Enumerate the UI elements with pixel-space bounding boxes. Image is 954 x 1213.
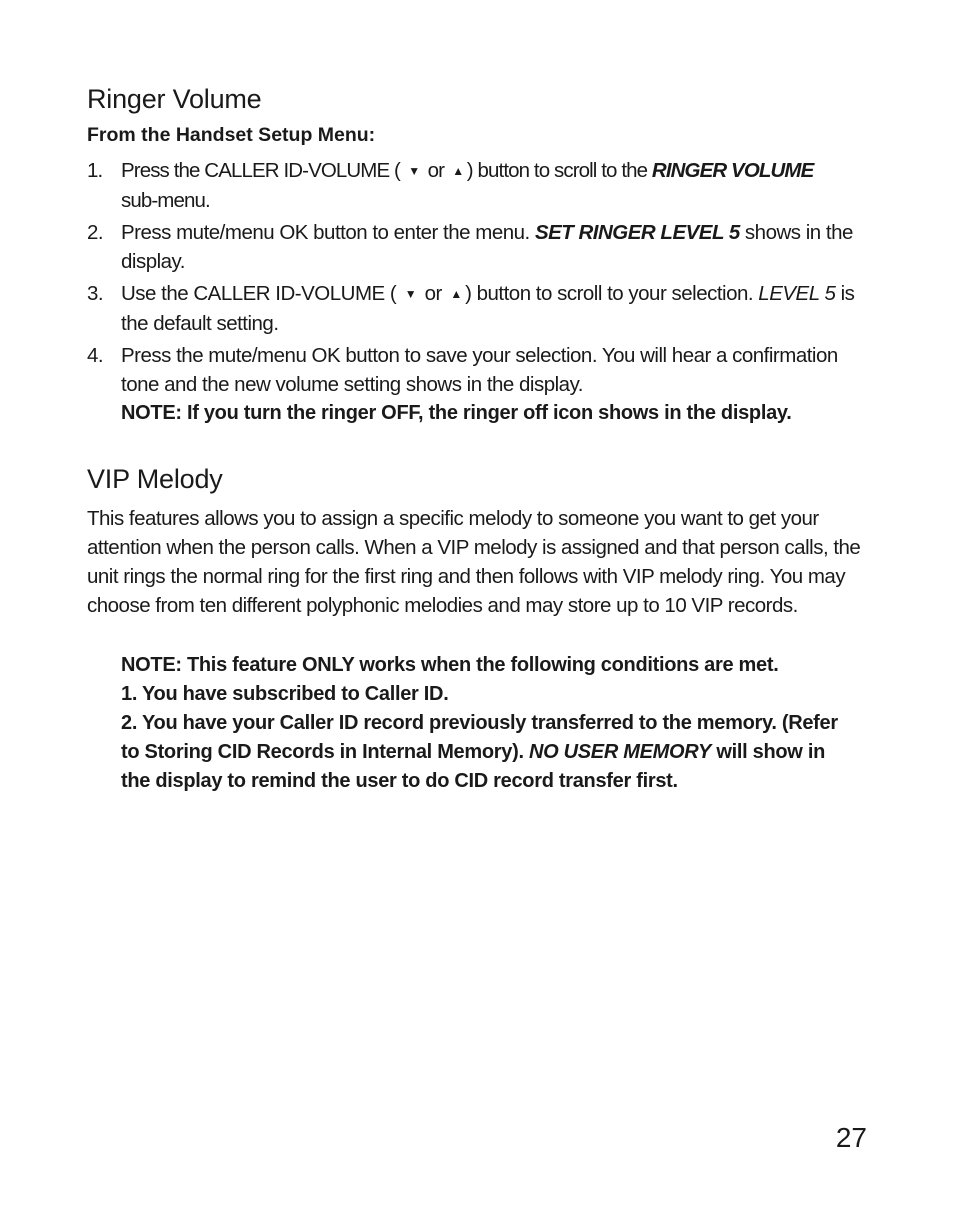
step-text: Press the CALLER ID-VOLUME ( xyxy=(121,159,400,182)
no-user-memory-text: NO USER MEMORY xyxy=(528,741,712,763)
ringer-volume-menu-name: RINGER VOLUME xyxy=(651,159,814,182)
handset-setup-subheading: From the Handset Setup Menu: xyxy=(87,124,376,146)
or-text: or xyxy=(427,159,444,182)
vip-melody-heading: VIP Melody xyxy=(87,464,223,494)
step-number: 2. xyxy=(87,221,104,244)
ringer-volume-heading: Ringer Volume xyxy=(87,84,262,114)
set-ringer-level-display-text: SET RINGER LEVEL 5 xyxy=(534,221,740,244)
condition-1: 1. You have subscribed to Caller ID. xyxy=(121,683,449,705)
ringer-volume-steps xyxy=(87,156,877,402)
or-text: or xyxy=(424,282,442,305)
condition-2-text: 2. You have your Caller ID record previously transferred to the memory. (Refer to Storing CID Records in Internal Memory). xyxy=(121,712,838,763)
arrow-down-icon: ▼ xyxy=(408,164,420,178)
condition-2-text: will show in the display to remind the user to do CID record transfer first. xyxy=(121,741,825,792)
list-item-step-4 xyxy=(87,341,877,399)
level-5-text: LEVEL 5 xyxy=(758,282,836,305)
vip-melody-paragraph: This features allows you to assign a specific melody to someone you want to get your attention when the person calls. When a VIP melody is assigned and that person calls, the unit rings the normal ring for the first ring and then follows with VIP melody ring. You may choose from ten different polyphonic melodies and may store up to 10 VIP records. xyxy=(87,507,861,617)
step-text: Press the mute/menu OK button to save your selection. You will hear a confirmation tone and the new volume setting shows in the display. xyxy=(121,344,838,396)
step-number: 1. xyxy=(87,159,103,182)
condition-2 xyxy=(121,709,851,796)
arrow-up-icon: ▲ xyxy=(450,287,462,301)
step-number: 3. xyxy=(87,282,104,305)
list-item-step-3 xyxy=(87,279,877,338)
step-text: Use the CALLER ID-VOLUME ( xyxy=(121,282,397,305)
list-item-step-2 xyxy=(87,218,877,276)
step-text: ) button to scroll to your selection. xyxy=(465,282,754,305)
step-number: 4. xyxy=(87,344,104,367)
page-number: 27 xyxy=(835,1122,867,1153)
step-text: is the default setting. xyxy=(121,282,855,335)
step-text: shows in the display. xyxy=(121,221,853,273)
step-text: Press mute/menu OK button to enter the menu. xyxy=(121,221,530,244)
ringer-off-note: NOTE: If you turn the ringer OFF, the ringer off icon shows in the display. xyxy=(121,402,792,424)
step-text: ) button to scroll to the xyxy=(466,159,648,182)
arrow-up-icon: ▲ xyxy=(452,164,464,178)
list-item-step-1 xyxy=(87,156,877,215)
vip-melody-note xyxy=(121,651,851,796)
note-intro: NOTE: This feature ONLY works when the following conditions are met. xyxy=(121,654,779,676)
step-text: sub-menu. xyxy=(121,189,210,212)
arrow-down-icon: ▼ xyxy=(404,287,417,301)
